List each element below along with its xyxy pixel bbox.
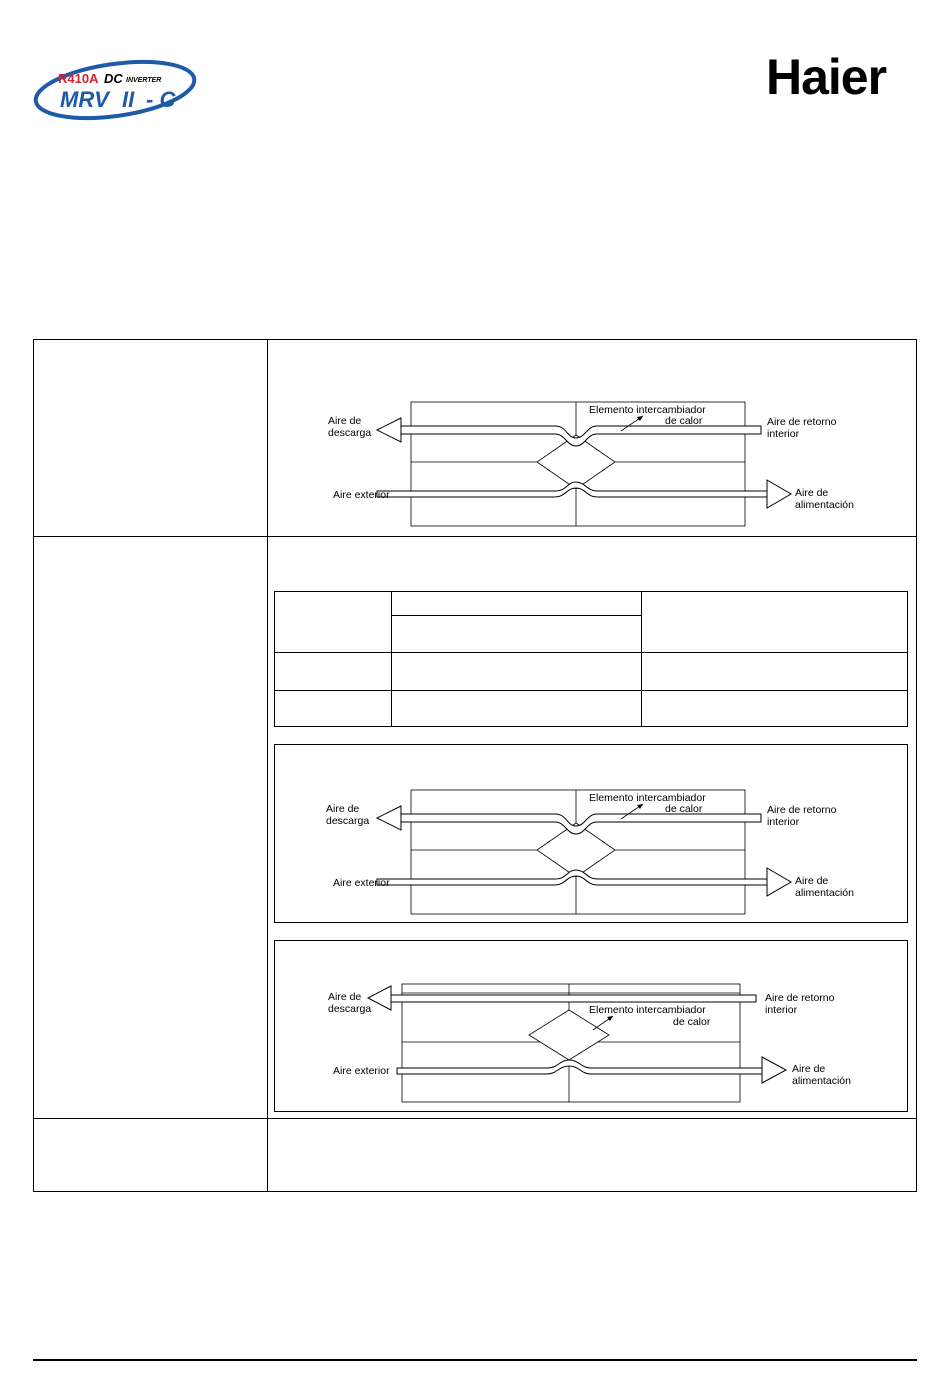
discharge-air-label: Aire de (328, 415, 362, 427)
discharge-air-label-2: descarga (326, 815, 370, 827)
outdoor-air-label: Aire exterior (333, 1065, 390, 1077)
footer-divider (33, 1359, 917, 1361)
logo-model-suffix-text: II (122, 87, 135, 112)
inner-table (274, 591, 908, 727)
supply-air-label-2: alimentación (792, 1075, 851, 1087)
mrv-product-logo (30, 55, 210, 125)
haier-brand-logo: Haier (766, 49, 887, 105)
logo-model-text: MRV (60, 87, 109, 112)
heat-exchange-diagram-2 (325, 786, 865, 918)
main-table-column-divider (267, 340, 268, 1191)
heat-exchange-diagram-1 (325, 398, 865, 530)
discharge-air-label-2: descarga (328, 427, 372, 439)
heat-exchange-element-label: Elemento intercambiador (589, 792, 706, 804)
bypass-exhaust-duct (389, 995, 756, 1002)
logo-model-variant-text: - C (146, 87, 176, 112)
supply-air-label: Aire de (795, 875, 829, 887)
inner-table-subrow-divider (391, 615, 641, 616)
supply-air-label: Aire de (795, 487, 829, 499)
return-air-label-2: interior (767, 816, 800, 828)
main-table-row-divider-1 (34, 536, 916, 537)
logo-inverter-text: INVERTER (126, 77, 162, 84)
supply-air-duct (377, 482, 767, 497)
heat-exchange-element-label-2: de calor (665, 415, 703, 427)
inner-table-row-divider-2 (275, 690, 907, 691)
main-table-row-divider-2 (34, 1118, 916, 1119)
heat-exchange-element-label: Elemento intercambiador (589, 404, 706, 416)
discharge-air-label-2: descarga (328, 1003, 372, 1015)
inner-table-row-divider-1 (275, 652, 907, 653)
return-air-label: Aire de retorno (765, 992, 835, 1004)
return-air-label-2: interior (767, 428, 800, 440)
return-air-label: Aire de retorno (767, 416, 837, 428)
supply-air-label: Aire de (792, 1063, 826, 1075)
heat-exchange-element-label-2: de calor (665, 803, 703, 815)
return-air-label: Aire de retorno (767, 804, 837, 816)
heat-exchange-element-label-2: de calor (673, 1016, 711, 1028)
heat-exchange-element-label: Elemento intercambiador (589, 1004, 706, 1016)
logo-dc-text: DC (104, 71, 123, 86)
outdoor-air-label: Aire exterior (333, 489, 390, 501)
supply-air-label-2: alimentación (795, 499, 854, 511)
logo-refrigerant-text: R410A (58, 71, 99, 86)
return-air-label-2: interior (765, 1004, 798, 1016)
outdoor-air-label: Aire exterior (333, 877, 390, 889)
inner-table-divider-b (641, 592, 642, 726)
discharge-air-label: Aire de (328, 991, 362, 1003)
supply-air-label-2: alimentación (795, 887, 854, 899)
heat-exchange-diagram-3-bypass (325, 980, 865, 1106)
inner-table-divider-a (391, 592, 392, 726)
discharge-air-label: Aire de (326, 803, 360, 815)
